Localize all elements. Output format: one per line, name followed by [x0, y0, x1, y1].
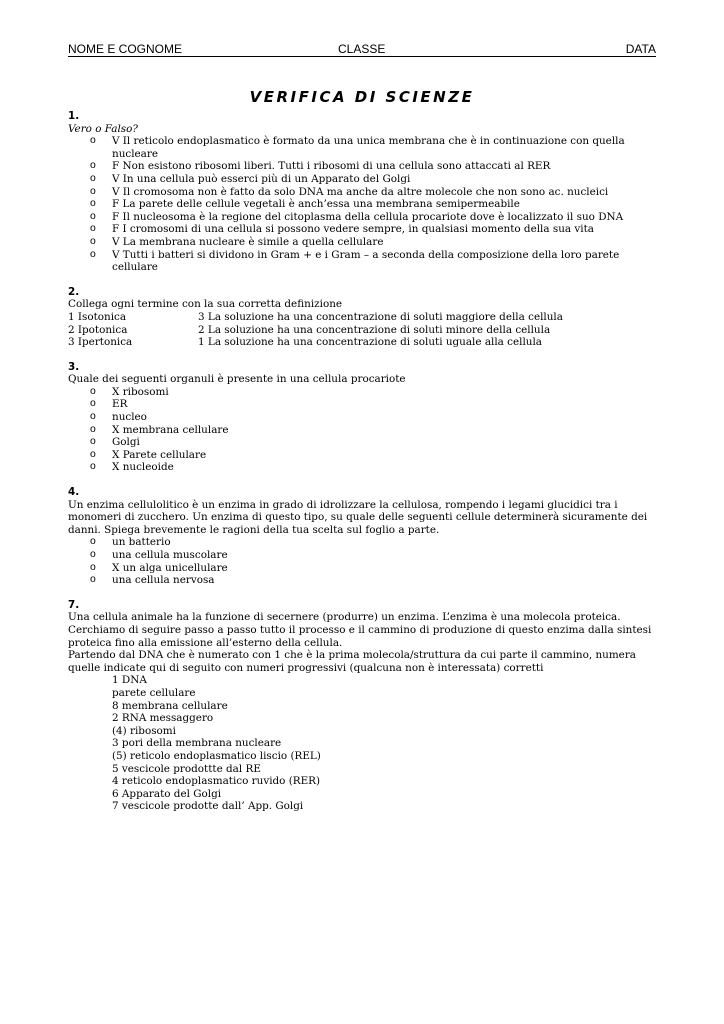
- match-row: [68, 311, 656, 324]
- header-class-label: CLASSE: [338, 42, 386, 56]
- question-text: Un enzima cellulolitico è un enzima in grado di idrolizzare la cellulosa, rompendo i legami glucidici tra i monomeri di zucchero. Un enzima di questo tipo, su quale delle seguenti cellule determinerà sicuramente dei danni. Spiega brevemente le ragioni della tua scelta sul foglio a parte.: [68, 498, 648, 536]
- question-intro: Collega ogni termine con la sua corretta definizione: [68, 298, 343, 311]
- match-term: 1 Isotonica: [68, 310, 127, 323]
- page-title: VERIFICA DI SCIENZE: [249, 88, 475, 106]
- list-item: o ER: [68, 398, 656, 411]
- list-item: o X un alga unicellulare: [68, 562, 656, 575]
- list-item: 3 pori della membrana nucleare: [112, 737, 282, 750]
- list-item: (4) ribosomi: [112, 724, 176, 737]
- organelle-list: [68, 386, 656, 474]
- question-number: 4.: [68, 486, 80, 499]
- list-item: o V Tutti i batteri si dividono in Gram + e i Gram – a seconda della composizione della loro parete cellulare: [68, 249, 656, 274]
- list-item: 4 reticolo endoplasmatico ruvido (RER): [112, 775, 321, 788]
- cell-list: [68, 536, 656, 586]
- list-item: o F La parete delle cellule vegetali è anch’essa una membrana semipermeabile: [68, 198, 656, 211]
- list-item: o una cellula muscolare: [68, 549, 656, 562]
- question-text: Partendo dal DNA che è numerato con 1 che è la prima molecola/struttura da cui parte il cammino, numera quelle indicate qui di seguito con numeri progressivi (qualcuna non è interessata) corretti: [68, 649, 636, 674]
- list-item: o X nucleoide: [68, 461, 656, 474]
- sequence-list: [68, 674, 656, 813]
- list-item: 8 membrana cellulare: [112, 699, 228, 712]
- question-2: [68, 286, 656, 349]
- question-3: [68, 361, 656, 474]
- list-item: o V In una cellula può esserci più di un Apparato del Golgi: [68, 173, 656, 186]
- question-intro: Vero o Falso?: [68, 122, 138, 135]
- list-item: 5 vescicole prodottte dal RE: [112, 762, 261, 775]
- match-definition: 1 La soluzione ha una concentrazione di soluti uguale alla cellula: [198, 336, 542, 349]
- list-item: o F I cromosomi di una cellula si possono vedere sempre, in qualsiasi momento della sua vita: [68, 223, 656, 236]
- list-item: o V La membrana nucleare è simile a quella cellulare: [68, 236, 656, 249]
- question-text: Una cellula animale ha la funzione di secernere (produrre) un enzima. L’enzima è una molecola proteica. Cerchiamo di seguire passo a passo tutto il processo e il cammino di produzione di questo enzima dalla sintesi proteica fino alla emissione all’esterno della cellula.: [68, 611, 652, 649]
- question-intro: Quale dei seguenti organuli è presente in una cellula procariote: [68, 373, 406, 386]
- list-item: o X ribosomi: [68, 386, 656, 399]
- list-item: (5) reticolo endoplasmatico liscio (REL): [112, 749, 321, 762]
- header-name-label: NOME E COGNOME: [68, 42, 183, 56]
- list-item: 6 Apparato del Golgi: [112, 787, 222, 800]
- question-1: [68, 110, 656, 274]
- list-item: o F Il nucleosoma è la regione del citoplasma della cellula procariote dove è localizzato il suo DNA: [68, 211, 656, 224]
- list-item: o Golgi: [68, 436, 656, 449]
- match-row: [68, 336, 656, 349]
- list-item: o F Non esistono ribosomi liberi. Tutti i ribosomi di una cellula sono attaccati al RER: [68, 160, 656, 173]
- questions-body: [68, 110, 656, 813]
- list-item: o un batterio: [68, 536, 656, 549]
- list-item: o X Parete cellulare: [68, 449, 656, 462]
- header-date-label: DATA: [625, 42, 656, 56]
- list-item: o nucleo: [68, 411, 656, 424]
- question-number: 2.: [68, 285, 80, 298]
- question-7: [68, 599, 656, 813]
- match-definition: 2 La soluzione ha una concentrazione di soluti minore della cellula: [198, 323, 551, 336]
- list-item: o V Il cromosoma non è fatto da solo DNA ma anche da altre molecole che non sono ac. nucleici: [68, 186, 656, 199]
- question-number: 7.: [68, 598, 80, 611]
- header-line: [68, 42, 656, 57]
- question-number: 1.: [68, 110, 80, 122]
- list-item: parete cellulare: [112, 686, 196, 699]
- question-number: 3.: [68, 360, 80, 373]
- list-item: 1 DNA: [112, 674, 147, 687]
- match-term: 2 Ipotonica: [68, 323, 128, 336]
- list-item: o V Il reticolo endoplasmatico è formato da una unica membrana che è in continuazione con quella nucleare: [68, 135, 656, 160]
- list-item: o X membrana cellulare: [68, 424, 656, 437]
- match-row: [68, 324, 656, 337]
- question-4: [68, 486, 656, 587]
- list-item: 2 RNA messaggero: [112, 712, 214, 725]
- true-false-list: [68, 135, 656, 274]
- list-item: o una cellula nervosa: [68, 574, 656, 587]
- list-item: 7 vescicole prodotte dall’ App. Golgi: [112, 800, 304, 813]
- match-term: 3 Ipertonica: [68, 336, 133, 349]
- match-definition: 3 La soluzione ha una concentrazione di soluti maggiore della cellula: [198, 310, 563, 323]
